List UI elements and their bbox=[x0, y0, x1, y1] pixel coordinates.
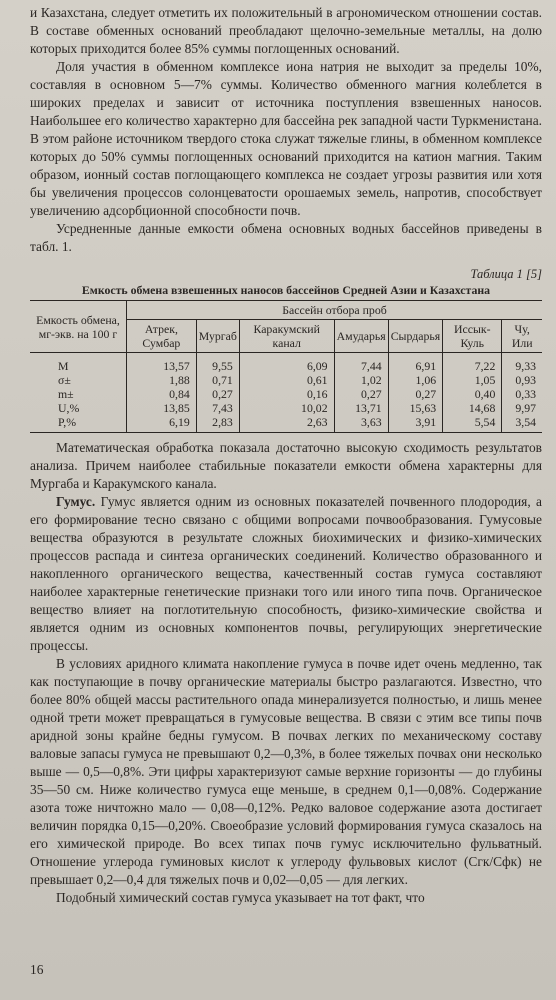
table-cell: 15,63 bbox=[388, 401, 442, 415]
table-row bbox=[30, 415, 542, 433]
table-cell: 9,33 bbox=[502, 353, 542, 374]
row-label: σ± bbox=[30, 373, 127, 387]
paragraph-6: В условиях аридного климата накопление гумуса в почве идет очень медленно, так как поступающие в почву органические материалы быстро разлагаются. Известно, что более 80% общей массы растительного опада минерализуется полностью, и лишь менее одной трети может превращаться в гумусовые вещества. В связи с этим все типы почв аридной зоны крайне бедны гумусом. В почвах легких по механическому составу валовые запасы гумуса не превышают 0,2—0,3%, в более тяжелых почвах они несколько выше — 0,5—0,8%. Эти цифры характеризуют самые верхние горизонты — до глубины 35—50 см. Ниже количество гумуса еще меньше, в среднем 0,1—0,08%. Содержание азота тоже ничтожно мало — 0,08—0,12%. Редко валовое содержание азота достигает величин порядка 0,15—0,20%. Своеобразие условий формирования гумуса сказалось на его химической природе. Во всех типах почв гумус исключительно фульватный. Отношение углерода гуминовых кислот к углероду фульвовых кислот (Cгк/Cфк) не превышает 0,2—0,4 для тяжелых почв и 0,02—0,05 — для легких. bbox=[30, 656, 542, 887]
paragraph-5 bbox=[30, 493, 542, 655]
table-cell: 9,97 bbox=[502, 401, 542, 415]
table-cell: 2,63 bbox=[239, 415, 334, 433]
table-row bbox=[30, 387, 542, 401]
table-row bbox=[30, 353, 542, 374]
table-cell: 1,06 bbox=[388, 373, 442, 387]
table-cell: 13,57 bbox=[127, 353, 197, 374]
row-label: M bbox=[30, 353, 127, 374]
table-row bbox=[30, 373, 542, 387]
table-cell: 3,54 bbox=[502, 415, 542, 433]
table-cell: 7,43 bbox=[196, 401, 239, 415]
column-header: Мургаб bbox=[196, 320, 239, 353]
paragraph-5-text: Гумус является одним из основных показателей почвенного плодородия, а его формирование тесно связано с общими вопросами почвообразования. Гумусовые вещества образуются в результате сложных биохимических и физико-химических процессов распада и синтеза органических соединений. Количество образованного и накопленного органического вещества, качественный состав гумуса составляют наиболее характерные генетические признаки того или иного типа почв. Органическое вещество влияет на поглотительную способность, физико-химические свойства и является одним из основных компонентов почвы, регулирующих энергетические процессы. bbox=[30, 494, 542, 653]
table-cell: 2,83 bbox=[196, 415, 239, 433]
table-cell: 5,54 bbox=[443, 415, 502, 433]
table-cell: 0,16 bbox=[239, 387, 334, 401]
column-header: Иссык-Куль bbox=[443, 320, 502, 353]
table-cell: 14,68 bbox=[443, 401, 502, 415]
table-cell: 7,44 bbox=[334, 353, 388, 374]
paragraph-1: и Казахстана, следует отметить их положительный в агрономическом отношении состав. В составе обменных оснований преобладают щелочно-земельные металлы, на долю которых приходится более 85% суммы поглощенных оснований. bbox=[30, 5, 542, 56]
table-cell: 13,85 bbox=[127, 401, 197, 415]
table-cell: 1,88 bbox=[127, 373, 197, 387]
column-header: Каракумский канал bbox=[239, 320, 334, 353]
table-cell: 3,63 bbox=[334, 415, 388, 433]
column-header: Амударья bbox=[334, 320, 388, 353]
table-cell: 1,02 bbox=[334, 373, 388, 387]
table-group-header: Бассейн отбора проб bbox=[127, 301, 543, 320]
table-title: Емкость обмена взвешенных наносов бассейнов Средней Азии и Казахстана bbox=[81, 283, 491, 297]
table-cell: 0,27 bbox=[334, 387, 388, 401]
table-caption: Таблица 1 [5] bbox=[470, 267, 542, 281]
column-header: Атрек, Сумбар bbox=[127, 320, 197, 353]
table-cell: 7,22 bbox=[443, 353, 502, 374]
page-number: 16 bbox=[30, 962, 44, 977]
section-term: Гумус. bbox=[56, 494, 96, 509]
row-label: U,% bbox=[30, 401, 127, 415]
table-cell: 6,91 bbox=[388, 353, 442, 374]
table-cell: 13,71 bbox=[334, 401, 388, 415]
row-label: P,% bbox=[30, 415, 127, 433]
table-cell: 0,27 bbox=[196, 387, 239, 401]
table-row bbox=[30, 401, 542, 415]
paragraph-2: Доля участия в обменном комплексе иона натрия не выходит за пределы 10%, составляя в основном 5—7% суммы. Количество обменного магния колеблется в широких пределах и зависит от источника поступления взвешенных наносов. Наибольшее его количество характерно для бассейна рек западной части Туркменистана. В этом районе источником твердого стока служат тяжелые глины, в обменном комплексе которых до 50% суммы поглощенных оснований приходится на катион магния. Таким образом, ионный состав поглощающего комплекса не создает угрозы развития или хотя бы увеличения процессов солонцеватости орошаемых земель, напротив, способствует увеличению адсорбционной способности почв. bbox=[30, 59, 542, 218]
table-cell: 0,93 bbox=[502, 373, 542, 387]
column-header: Чу, Или bbox=[502, 320, 542, 353]
table-cell: 0,84 bbox=[127, 387, 197, 401]
table-cell: 0,27 bbox=[388, 387, 442, 401]
table-cell: 0,71 bbox=[196, 373, 239, 387]
table-cell: 0,40 bbox=[443, 387, 502, 401]
table-cell: 10,02 bbox=[239, 401, 334, 415]
paragraph-3: Усредненные данные емкости обмена основных водных бассейнов приведены в табл. 1. bbox=[30, 221, 542, 254]
table-cell: 6,09 bbox=[239, 353, 334, 374]
column-header: Сырдарья bbox=[388, 320, 442, 353]
exchange-capacity-table bbox=[30, 300, 542, 433]
table-row-header: Емкость обмена, мг-экв. на 100 г bbox=[30, 301, 127, 353]
table-cell: 9,55 bbox=[196, 353, 239, 374]
table-cell: 3,91 bbox=[388, 415, 442, 433]
table-cell: 0,33 bbox=[502, 387, 542, 401]
table-cell: 1,05 bbox=[443, 373, 502, 387]
row-label: m± bbox=[30, 387, 127, 401]
table-cell: 0,61 bbox=[239, 373, 334, 387]
paragraph-7: Подобный химический состав гумуса указывает на тот факт, что bbox=[56, 890, 425, 905]
table-cell: 6,19 bbox=[127, 415, 197, 433]
paragraph-4: Математическая обработка показала достаточно высокую сходимость результатов анализа. Причем наиболее стабильные показатели емкости обмена характерны для Мургаба и Каракумского канала. bbox=[30, 440, 542, 491]
